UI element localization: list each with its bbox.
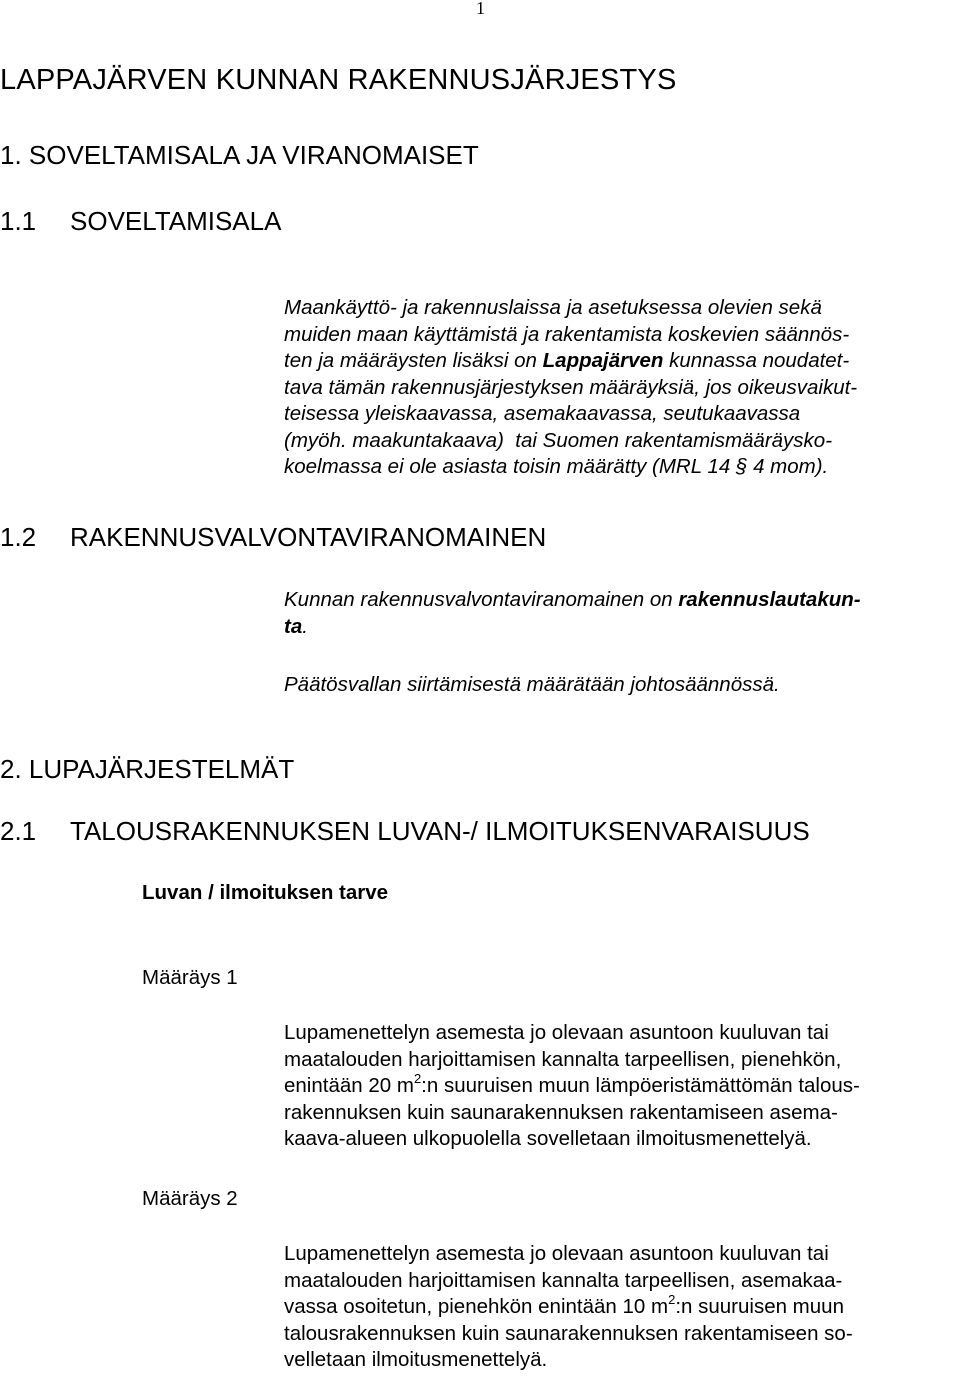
soveltamisala-paragraph xyxy=(284,295,960,481)
paragraph-line: Lupamenettelyn asemesta jo olevaan asuntoon kuuluvan tai xyxy=(284,1242,829,1265)
paragraph-line: teisessa yleiskaavassa, asemakaavassa, seutukaavassa xyxy=(284,402,801,425)
section-title: SOVELTAMISALA xyxy=(70,206,282,236)
paragraph-line: Maankäyttö- ja rakennuslaissa ja asetuksessa olevien sekä xyxy=(284,296,822,319)
delegation-paragraph xyxy=(284,672,960,699)
line-text: :n suuruisen muun lämpöeristämättömän talous- xyxy=(421,1074,860,1097)
section-1-heading: 1. SOVELTAMISALA JA VIRANOMAISET xyxy=(0,140,479,170)
section-title: TALOUSRAKENNUKSEN LUVAN-/ ILMOITUKSENVARAISUUS xyxy=(70,816,810,846)
paragraph-line xyxy=(284,614,960,641)
paragraph-line xyxy=(284,1294,960,1321)
page-number: 1 xyxy=(476,0,485,18)
municipality-name: Lappajärven xyxy=(542,349,664,372)
line-text: enintään 20 m xyxy=(284,1074,414,1097)
paragraph-line: Lupamenettelyn asemesta jo olevaan asuntoon kuuluvan tai xyxy=(284,1021,829,1044)
paragraph-line: velletaan ilmoitusmenettelyä. xyxy=(284,1348,548,1371)
maarays-1-paragraph xyxy=(284,1020,960,1153)
viranomainen-paragraph xyxy=(284,587,960,640)
section-number: 1.2 xyxy=(0,522,37,552)
superscript: 2 xyxy=(668,1292,676,1308)
section-sign: § xyxy=(735,455,748,478)
line-text: 4 mom). xyxy=(747,455,829,478)
section-number: 2.1 xyxy=(0,816,37,846)
maarays-2-label: Määräys 2 xyxy=(142,1187,238,1210)
line-text: koelmassa ei ole asiasta toisin määrätty (MRL 14 xyxy=(284,455,736,478)
paragraph-line: tava tämän rakennusjärjestyksen määräyksiä, jos oikeusvaikut- xyxy=(284,375,858,399)
line-text: :n suuruisen muun xyxy=(675,1295,844,1318)
paragraph-line xyxy=(284,587,960,614)
section-number: 1.1 xyxy=(0,206,37,236)
section-1-1-heading xyxy=(0,206,281,237)
paragraph-line xyxy=(284,348,960,375)
line-text: Kunnan rakennusvalvontaviranomainen on xyxy=(284,588,679,611)
paragraph-line: Päätösvallan siirtämisestä määrätään johtosäännössä. xyxy=(284,673,780,696)
paragraph-line: talousrakennuksen kuin saunarakennuksen rakentamiseen so- xyxy=(284,1321,853,1345)
authority-name-end: ta xyxy=(284,614,303,638)
line-text: . xyxy=(302,614,308,638)
section-1-2-heading xyxy=(0,522,546,553)
paragraph-line: maatalouden harjoittamisen kannalta tarpeellisen, asemakaa- xyxy=(284,1268,843,1292)
line-text: ten ja määräysten lisäksi on xyxy=(284,349,543,372)
subheading: Luvan / ilmoituksen tarve xyxy=(142,881,389,904)
maarays-2-paragraph xyxy=(284,1241,960,1374)
paragraph-line xyxy=(284,454,960,481)
paragraph-line: (myöh. maakuntakaava) tai Suomen rakentamismääräysko- xyxy=(284,428,833,452)
paragraph-line: maatalouden harjoittamisen kannalta tarpeellisen, pienehkön, xyxy=(284,1047,842,1071)
paragraph-line: kaava-alueen ulkopuolella sovelletaan ilmoitusmenettelyä. xyxy=(284,1127,812,1150)
line-text: kunnassa noudatet- xyxy=(663,349,850,372)
section-title: RAKENNUSVALVONTAVIRANOMAINEN xyxy=(70,522,547,552)
paragraph-line: muiden maan käyttämistä ja rakentamista koskevien säännös- xyxy=(284,322,850,346)
paragraph-line: rakennuksen kuin saunarakennuksen rakentamiseen asema- xyxy=(284,1100,838,1124)
document-title: LAPPAJÄRVEN KUNNAN RAKENNUSJÄRJESTYS xyxy=(0,64,677,96)
section-2-1-heading xyxy=(0,816,810,847)
authority-name: rakennuslautakun- xyxy=(678,588,861,611)
paragraph-line xyxy=(284,1073,960,1100)
line-text: vassa osoitetun, pienehkön enintään 10 m xyxy=(284,1295,669,1318)
maarays-1-label: Määräys 1 xyxy=(142,966,238,989)
section-2-heading: 2. LUPAJÄRJESTELMÄT xyxy=(0,754,295,784)
superscript: 2 xyxy=(413,1071,422,1087)
